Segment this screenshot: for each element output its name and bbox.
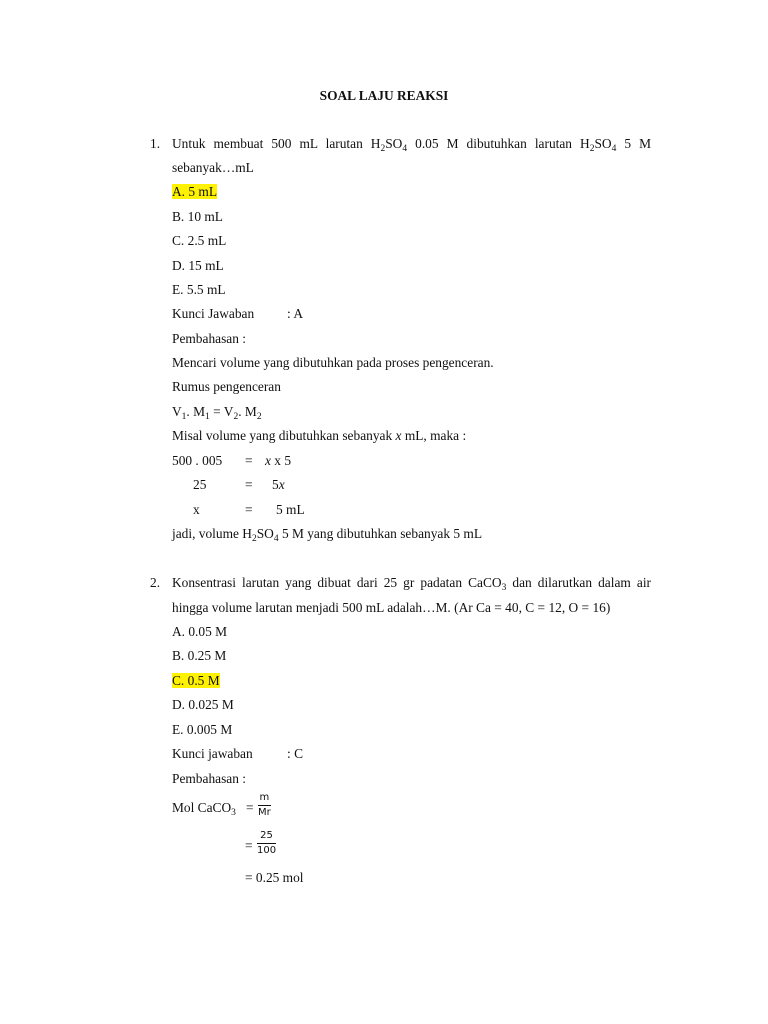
page-title: SOAL LAJU REAKSI	[319, 88, 449, 103]
q1-formula: $V_1$. $M_1 = V_2$. $M_2$	[172, 404, 262, 422]
fraction-bar	[257, 843, 276, 844]
equals-2: =	[245, 838, 253, 853]
fraction-denominator: 100	[257, 845, 277, 856]
fraction-numerator: m	[259, 792, 270, 803]
fraction-m-over-mr	[258, 792, 271, 819]
calc-row-1-left: 500 . 005	[172, 453, 223, 468]
q1-option-b: B. 10 mL	[172, 209, 223, 224]
question-1-text-line1: Untuk membuat 500 mL larutan $H_2SO_4$ 0.05 M dibutuhkan larutan $H_2SO_4$ 5 M	[172, 136, 651, 154]
fraction-denominator: Mr	[258, 807, 271, 818]
mol-result: = 0.25 mol	[245, 870, 304, 885]
question-2-number: 2.	[150, 575, 161, 590]
calc-row-1-right: x x 5	[265, 453, 292, 468]
calc-row-2-right: 5x	[272, 477, 285, 492]
q1-discussion-label: Pembahasan :	[172, 331, 247, 346]
q2-option-a: A. 0.05 M	[172, 624, 228, 639]
q1-misal-line: Misal volume yang dibutuhkan sebanyak x mL, maka :	[172, 428, 467, 443]
fraction-numerator: 25	[260, 830, 273, 841]
question-2-text-line1: Konsentrasi larutan yang dibuat dari 25 gr padatan CaCO$_3$ dan dilarutkan dalam air	[172, 575, 651, 593]
q2-option-c	[172, 673, 220, 689]
q1-option-e: E. 5.5 mL	[172, 282, 226, 297]
q2-discussion-label: Pembahasan :	[172, 771, 247, 786]
fraction-25-over-100	[257, 830, 276, 857]
question-1-number: 1.	[150, 136, 161, 151]
calc-row-2-eq: =	[245, 477, 253, 492]
mol-label: Mol CaCO$_3$	[172, 800, 236, 818]
fraction-bar	[258, 805, 271, 806]
calc-row-2-left: 25	[193, 477, 207, 492]
q1-conclusion: jadi, volume $H_2SO_4$ 5 M yang dibutuhkan sebanyak 5 mL	[172, 526, 483, 544]
q1-discussion-line: Mencari volume yang dibutuhkan pada proses pengenceran.	[172, 355, 494, 370]
highlighted-answer: C. 0.5 M	[172, 673, 220, 688]
calc-row-1-eq: =	[245, 453, 253, 468]
q1-option-c: C. 2.5 mL	[172, 233, 227, 248]
highlighted-answer: A. 5 mL	[172, 184, 218, 199]
q2-option-d: D. 0.025 M	[172, 697, 234, 712]
question-1-text-line2: sebanyak…mL	[172, 160, 254, 175]
q1-option-d: D. 15 mL	[172, 258, 224, 273]
q2-key-value: : C	[287, 746, 303, 761]
q2-option-e: E. 0.005 M	[172, 722, 233, 737]
q1-formula-title: Rumus pengenceran	[172, 379, 281, 394]
q1-option-a	[172, 184, 217, 200]
calc-row-3-right: 5 mL	[276, 502, 305, 517]
question-2-text-line2: hingga volume larutan menjadi 500 mL adalah…M. (Ar Ca = 40, C = 12, O = 16)	[172, 600, 611, 615]
q1-key-label: Kunci Jawaban	[172, 306, 255, 321]
mol-equals: =	[246, 800, 254, 815]
q2-option-b: B. 0.25 M	[172, 648, 227, 663]
q1-key-value: : A	[287, 306, 303, 321]
q2-key-label: Kunci jawaban	[172, 746, 253, 761]
calc-row-3-eq: =	[245, 502, 253, 517]
calc-row-3-left: x	[193, 502, 200, 517]
